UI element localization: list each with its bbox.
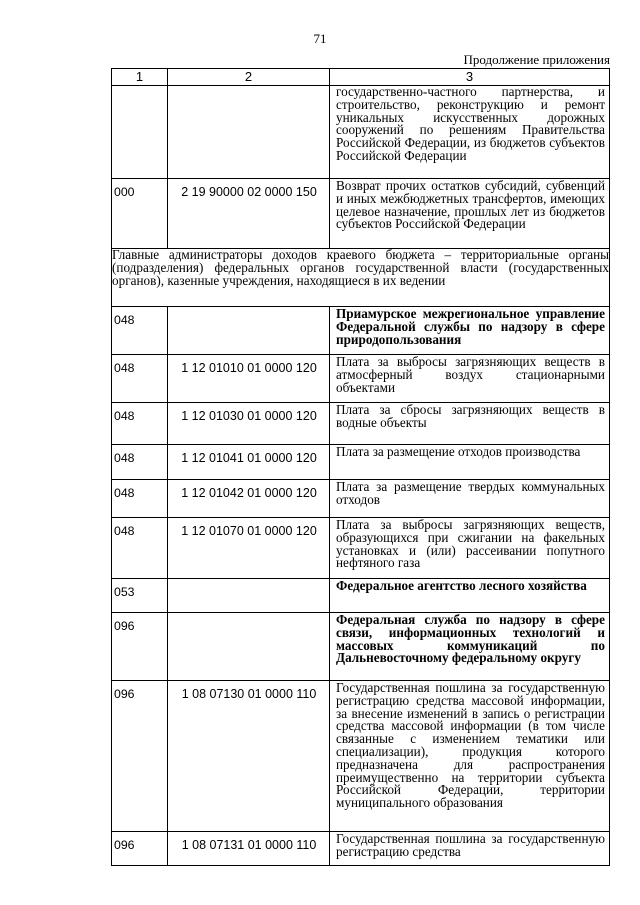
table-row <box>112 480 610 518</box>
description-cell: Плата за выбросы загрязняющих веществ в атмосферный воздух стационарными объектами <box>330 355 610 403</box>
admin-code-cell: 096 <box>112 832 168 866</box>
description-cell: Федеральная служба по надзору в сфере связи, информационных технологий и массовых коммуникаций по Дальневосточному федеральному округу <box>330 613 610 681</box>
table-header-row <box>112 69 610 86</box>
admin-code-cell: 096 <box>112 613 168 681</box>
table-row <box>112 832 610 866</box>
budget-code-cell: 1 12 01042 01 0000 120 <box>168 480 330 518</box>
budget-code-cell <box>168 613 330 681</box>
admin-code-cell <box>112 86 168 179</box>
description-cell: Федеральное агентство лесного хозяйства <box>330 579 610 613</box>
budget-code-cell <box>168 579 330 613</box>
description-cell: Возврат прочих остатков субсидий, субвенций и иных межбюджетных трансфертов, имеющих целевое назначение, прошлых лет из бюджетов субъектов Российской Федерации <box>330 179 610 249</box>
table-row <box>112 355 610 403</box>
description-cell: Плата за размещение твердых коммунальных отходов <box>330 480 610 518</box>
column-header: 3 <box>330 69 610 86</box>
budget-code-cell: 2 19 90000 02 0000 150 <box>168 179 330 249</box>
column-header: 2 <box>168 69 330 86</box>
revenue-table <box>111 68 610 866</box>
budget-code-cell: 1 08 07131 01 0000 110 <box>168 832 330 866</box>
table-row <box>112 86 610 179</box>
table-row <box>112 179 610 249</box>
description-cell: Плата за выбросы загрязняющих веществ, образующихся при сжигании на факельных установках и (или) рассеивании попутного нефтяного газа <box>330 518 610 579</box>
table-row <box>112 518 610 579</box>
section-heading-row <box>112 249 610 307</box>
admin-code-cell: 048 <box>112 518 168 579</box>
table-row <box>112 307 610 355</box>
admin-code-cell: 053 <box>112 579 168 613</box>
budget-code-cell <box>168 86 330 179</box>
admin-code-cell: 048 <box>112 403 168 445</box>
budget-code-cell: 1 12 01010 01 0000 120 <box>168 355 330 403</box>
page-number: 71 <box>313 31 327 46</box>
budget-code-cell: 1 12 01041 01 0000 120 <box>168 445 330 480</box>
description-cell: Государственная пошлина за государственную регистрацию средства <box>330 832 610 866</box>
section-heading: Главные администраторы доходов краевого бюджета – территориальные органы (подразделения) федеральных органов государственной власти (государственных органов), казенные учреждения, находящиеся в их ведении <box>112 249 610 307</box>
admin-code-cell: 048 <box>112 445 168 480</box>
table-row <box>112 613 610 681</box>
admin-code-cell: 048 <box>112 355 168 403</box>
description-cell: государственно-частного партнерства, и строительство, реконструкцию и ремонт уникальных искусственных дорожных сооружений по решениям Правительства Российской Федерации, из бюджетов субъектов Российской Федерации <box>330 86 610 179</box>
budget-code-cell: 1 12 01070 01 0000 120 <box>168 518 330 579</box>
table-row <box>112 579 610 613</box>
description-cell: Приамурское межрегиональное управление Федеральной службы по надзору в сфере природопользования <box>330 307 610 355</box>
admin-code-cell: 048 <box>112 480 168 518</box>
admin-code-cell: 096 <box>112 681 168 832</box>
description-cell: Плата за размещение отходов производства <box>330 445 610 480</box>
description-cell: Плата за сбросы загрязняющих веществ в водные объекты <box>330 403 610 445</box>
table-row <box>112 403 610 445</box>
admin-code-cell: 048 <box>112 307 168 355</box>
table-row <box>112 445 610 480</box>
table-row <box>112 681 610 832</box>
budget-code-cell: 1 12 01030 01 0000 120 <box>168 403 330 445</box>
admin-code-cell: 000 <box>112 179 168 249</box>
budget-code-cell: 1 08 07130 01 0000 110 <box>168 681 330 832</box>
description-cell: Государственная пошлина за государственную регистрацию средства массовой информации, за внесение изменений в запись о регистрации средства массовой информации (в том числе связанные с изменением тематики или специализации), продукция которого предназначена для распространения преимущественно на территории субъекта Российской Федерации, территории муниципального образования <box>330 681 610 832</box>
continuation-label: Продолжение приложения <box>463 52 610 67</box>
column-header: 1 <box>112 69 168 86</box>
budget-code-cell <box>168 307 330 355</box>
